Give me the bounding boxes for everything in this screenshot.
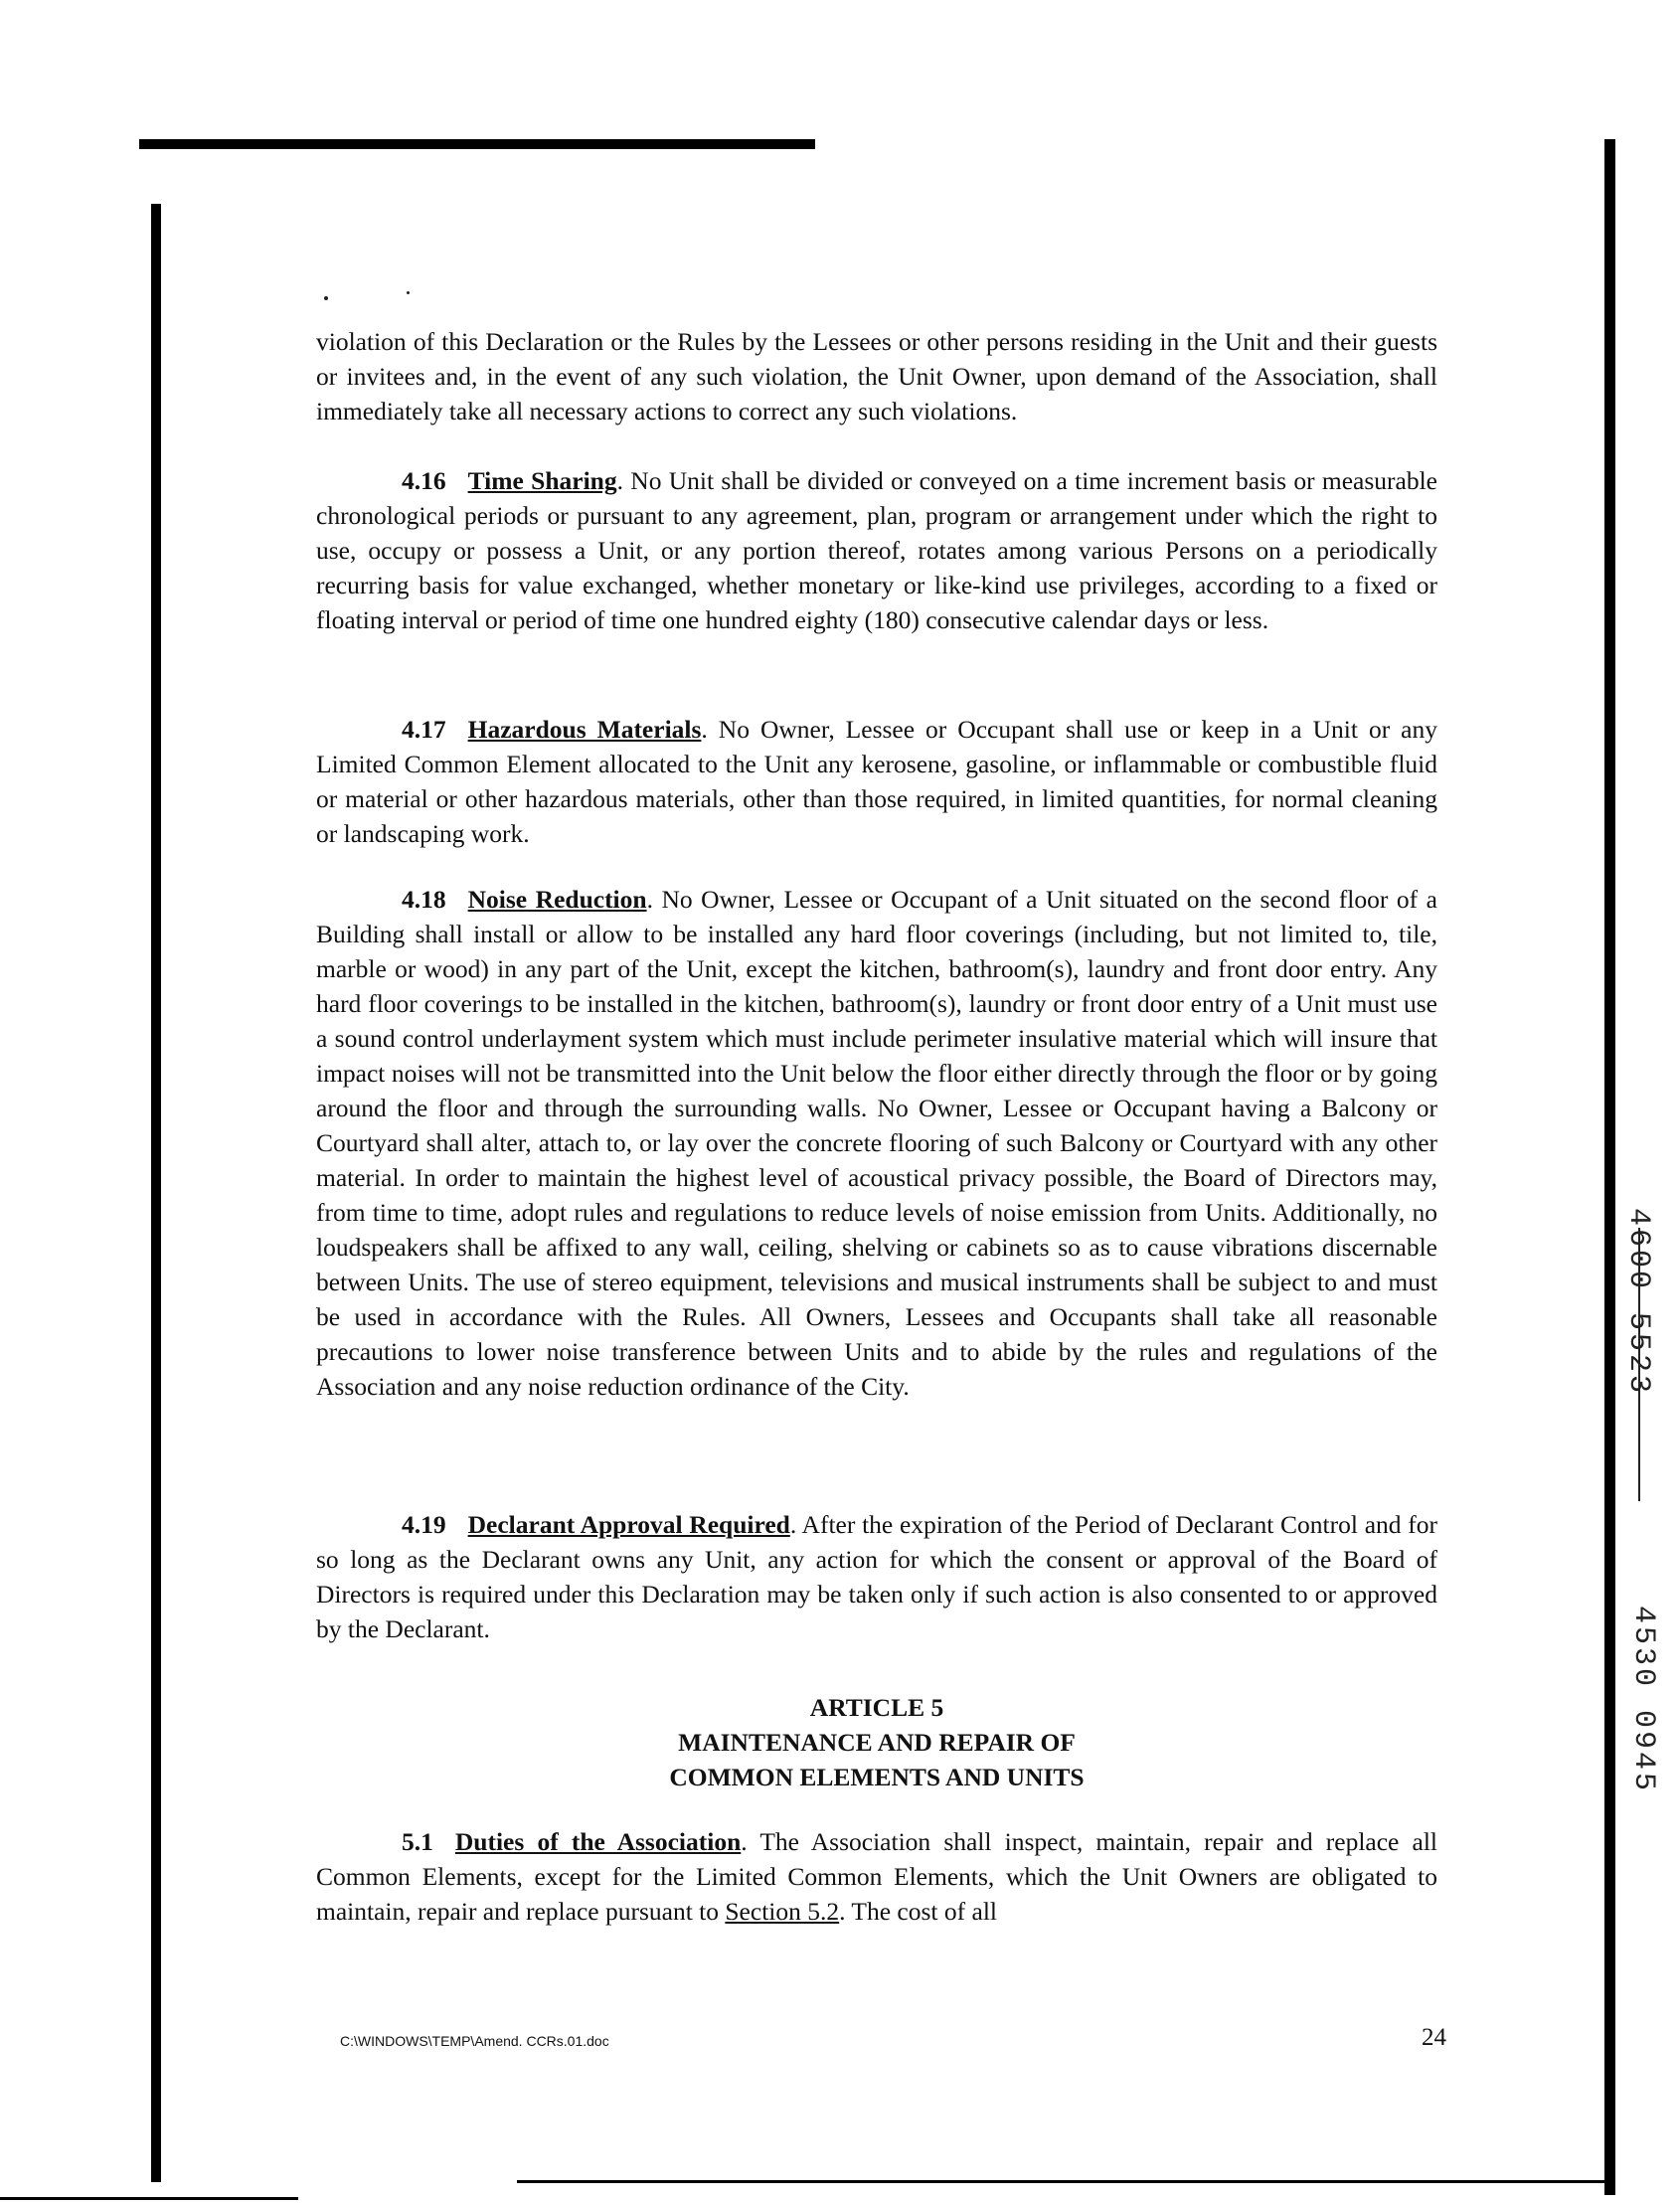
article-number: ARTICLE 5 bbox=[809, 1693, 944, 1722]
section-text: . After the expiration of the Period of Declarant Control and for so long as the Declarant owns any Unit, any action for which the consent or approval of the Board of Directors is required under this Declaration may be taken only if such action is also consented to or approved by the Declarant. bbox=[316, 1510, 1437, 1643]
section-heading: Declarant Approval Required bbox=[467, 1510, 790, 1539]
page-number: 24 bbox=[1422, 2024, 1446, 2051]
scan-border-top bbox=[139, 139, 815, 149]
section-heading: Hazardous Materials bbox=[467, 715, 702, 744]
section-5-1 bbox=[316, 1824, 1437, 1929]
section-4-17 bbox=[316, 712, 1437, 851]
section-number: 4.16 bbox=[402, 466, 446, 495]
recording-stamp-lower: 4530 0945 bbox=[1626, 1606, 1660, 1794]
section-4-19 bbox=[316, 1507, 1437, 1646]
article-title-line-1: MAINTENANCE AND REPAIR OF bbox=[678, 1728, 1076, 1757]
section-number: 4.17 bbox=[402, 715, 446, 744]
section-text: . No Unit shall be divided or conveyed on a time increment basis or measurable chronological periods or pursuant to any agreement, plan, program or arrangement under which the right to use, occupy or possess a Unit, or any portion thereof, rotates among various Persons on a periodically recurring basis for value exchanged, whether monetary or like-kind use privileges, according to a fixed or floating interval or period of time one hundred eighty (180) consecutive calendar days or less. bbox=[316, 466, 1438, 634]
paragraph-text: violation of this Declaration or the Rules by the Lessees or other persons residing in the Unit and their guests or invitees and, in the event of any such violation, the Unit Owner, upon demand of the Association, shall immediately take all necessary actions to correct any such violations. bbox=[316, 327, 1437, 425]
scan-speck bbox=[407, 291, 410, 294]
paragraph-continuation bbox=[316, 324, 1437, 428]
section-number: 5.1 bbox=[402, 1827, 433, 1856]
scan-border-bottom bbox=[517, 2180, 1608, 2183]
section-number: 4.19 bbox=[402, 1510, 446, 1539]
section-heading: Noise Reduction bbox=[467, 885, 647, 914]
section-cross-reference: Section 5.2 bbox=[725, 1897, 840, 1926]
scan-border-right bbox=[1604, 139, 1615, 2195]
section-4-16 bbox=[316, 463, 1437, 637]
section-heading: Time Sharing bbox=[467, 466, 617, 495]
scan-speck bbox=[324, 296, 328, 300]
section-number: 4.18 bbox=[402, 885, 446, 914]
section-4-18 bbox=[316, 882, 1437, 1404]
scan-border-corner bbox=[0, 2197, 298, 2200]
article-heading bbox=[316, 1690, 1437, 1794]
footer-file-path: C:\WINDOWS\TEMP\Amend. CCRs.01.doc bbox=[340, 2033, 609, 2049]
recording-stamp-upper: 4600 5523 bbox=[1621, 1208, 1655, 1397]
section-text: . The Association shall inspect, maintain, repair and replace all Common Elements, except for the Limited Common Elements, which the Unit Owners are obligated to maintain, repair and replace pursuant to bbox=[316, 1827, 1438, 1926]
scan-border-left bbox=[151, 204, 161, 2182]
section-heading: Duties of the Association bbox=[454, 1827, 742, 1856]
section-text: . No Owner, Lessee or Occupant of a Unit situated on the second floor of a Building shall install or allow to be installed any hard floor coverings (including, but not limited to, tile, marble or wood) in any part of the Unit, except the kitchen, bathroom(s), laundry and front door entry. Any hard floor coverings to be installed in the kitchen, bathroom(s), laundry or front door entry of a Unit must use a sound control underlayment system which must include perimeter insulative material which will insure that impact noises will not be transmitted into the Unit below the floor either directly through the floor or by going around the floor and through the surrounding walls. No Owner, Lessee or Occupant having a Balcony or Courtyard shall alter, attach to, or lay over the concrete flooring of such Balcony or Courtyard with any other material. In order to maintain the highest level of acoustical privacy possible, the Board of Directors may, from time to time, adopt rules and regulations to reduce levels of noise emission from Units. Additionally, no loudspeakers shall be affixed to any wall, ceiling, shelving or cabinets so as to cause vibrations discernable between Units. The use of stereo equipment, televisions and musical instruments shall be subject to and must be used in accordance with the Rules. All Owners, Lessees and Occupants shall take all reasonable precautions to lower noise transference between Units and to abide by the rules and regulations of the Association and any noise reduction ordinance of the City. bbox=[316, 885, 1437, 1401]
section-text-end: . The cost of all bbox=[839, 1897, 997, 1926]
article-title-line-2: COMMON ELEMENTS AND UNITS bbox=[669, 1763, 1085, 1791]
section-text: . No Owner, Lessee or Occupant shall use or keep in a Unit or any Limited Common Element allocated to the Unit any kerosene, gasoline, or inflammable or combustible fluid or material or other hazardous materials, other than those required, in limited quantities, for normal cleaning or landscaping work. bbox=[316, 715, 1437, 848]
